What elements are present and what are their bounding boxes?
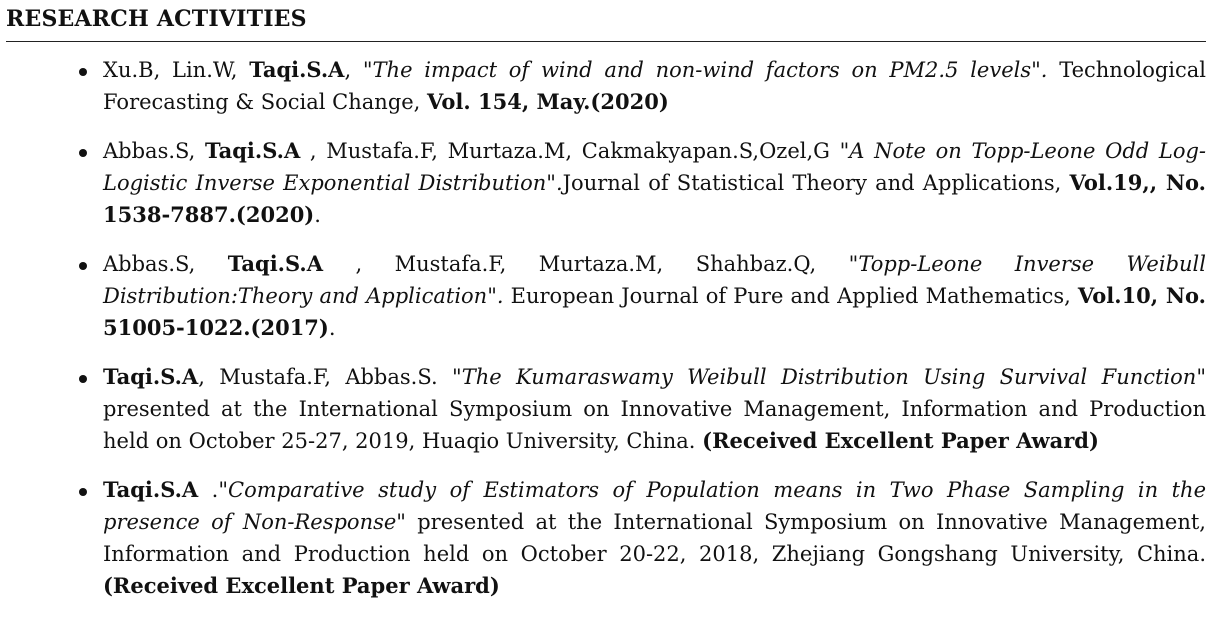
publication-title: "Topp-Leone Inverse Weibull Distribution:Theory and Application".	[103, 252, 1206, 308]
authors-pre: Abbas.S,	[103, 139, 206, 163]
publication-tail: .	[314, 203, 321, 227]
publication-entry	[0, 135, 1206, 231]
author-highlight: Taqi.S.A	[205, 138, 301, 163]
publication-tail: .	[328, 316, 336, 340]
authors-pre: Abbas.S,	[103, 252, 228, 276]
publication-detail: Vol. 154, May.(2020)	[427, 89, 669, 114]
section-divider	[6, 41, 1206, 42]
publication-entry	[0, 474, 1206, 602]
publication-title: "A Note on Topp-Leone Odd Log-Logistic Inverse Exponential Distribution".	[103, 139, 1207, 195]
section-title: RESEARCH ACTIVITIES	[6, 6, 307, 32]
authors-post: , Mustafa.F, Abbas.S.	[198, 365, 453, 389]
publication-venue: Technological Forecasting & Social Change,	[103, 58, 1206, 114]
authors-post: , Mustafa.F, Murtaza.M, Cakmakyapan.S,Ozel,G	[300, 139, 840, 163]
publication-title: "The Kumaraswamy Weibull Distribution Using Survival Function"	[452, 365, 1206, 389]
publication-detail: Vol.10, No. 51005-1022.(2017)	[103, 283, 1206, 340]
publication-venue: presented at the International Symposium on Innovative Management, Information and Production held on October 20-22, 2018, Zhejiang Gongshang University, China.	[103, 510, 1206, 566]
publication-entry	[0, 54, 1206, 118]
publication-detail: Vol.19,, No. 1538-7887.(2020)	[103, 170, 1206, 227]
authors-pre: Xu.B, Lin.W,	[103, 58, 250, 82]
publication-title: "The impact of wind and non-wind factors on PM2.5 levels".	[362, 58, 1048, 82]
publication-entry	[0, 248, 1206, 344]
author-highlight: Taqi.S.A	[103, 477, 199, 502]
publication-entry	[0, 361, 1206, 457]
publication-venue: European Journal of Pure and Applied Mathematics,	[503, 284, 1078, 308]
publication-title: "Comparative study of Estimators of Population means in Two Phase Sampling in the presence of Non-Response"	[103, 478, 1206, 534]
publication-detail: (Received Excellent Paper Award)	[702, 428, 1099, 453]
author-highlight: Taqi.S.A	[227, 251, 324, 276]
publication-venue: presented at the International Symposium on Innovative Management, Information and Production held on October 25-27, 2019, Huaqio University, China.	[103, 397, 1206, 453]
publication-list	[0, 54, 1214, 619]
publication-venue: Journal of Statistical Theory and Applications,	[562, 171, 1070, 195]
publication-detail: (Received Excellent Paper Award)	[103, 573, 500, 598]
author-highlight: Taqi.S.A	[103, 364, 199, 389]
authors-post: , Mustafa.F, Murtaza.M, Shahbaz.Q,	[323, 252, 849, 276]
authors-post: ,	[344, 58, 363, 82]
author-highlight: Taqi.S.A	[249, 57, 345, 82]
authors-post: .	[198, 478, 219, 502]
